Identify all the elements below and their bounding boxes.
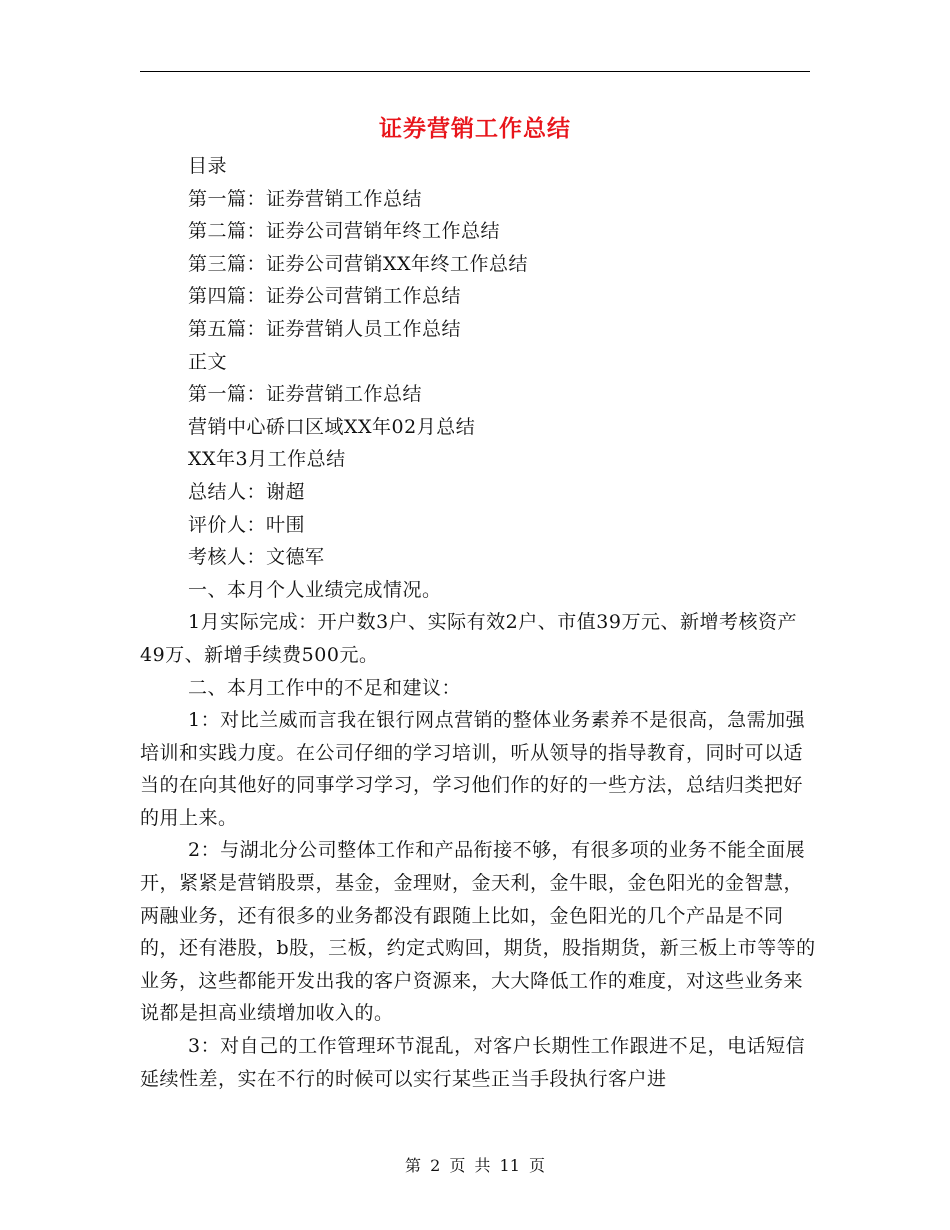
- toc-line: 评价人：叶围: [188, 513, 306, 536]
- toc-line: 正文: [188, 350, 228, 373]
- body-paragraph: 1月实际完成：开户数3户、实际有效2户、市值39万元、新增考核资产49万、新增手续费500元。: [140, 611, 797, 666]
- toc-line: 目录: [188, 155, 228, 177]
- toc-line: 第一篇：证券营销工作总结: [188, 383, 423, 406]
- document-title: 证券营销工作总结: [379, 116, 571, 142]
- body-paragraph: 1：对比兰威而言我在银行网点营销的整体业务素养不是很高，急需加强培训和实践力度。在公司仔细的学习培训，听从领导的指导教育，同时可以适当的在向其他好的同事学习学习，学习他们作的好的一些方法，总结归类把好的用上来。: [140, 709, 806, 829]
- body-paragraph: 2：与湖北分公司整体工作和产品衔接不够，有很多项的业务不能全面展开，紧紧是营销股票，基金，金理财，金天利，金牛眼，金色阳光的金智慧，两融业务，还有很多的业务都没有跟随上比如，金色阳光的几个产品是不同的，还有港股，b股，三板，约定式购回，期货，股指期货，新三板上市等等的业务，这些都能开发出我的客户资源来，大大降低工作的难度，对这些业务来说都是担高业绩增加收入的。: [140, 839, 816, 1025]
- toc-line: 第五篇：证券营销人员工作总结: [188, 317, 462, 340]
- toc-line: 总结人：谢超: [188, 480, 306, 503]
- toc-line: 营销中心硚口区域XX年02月总结: [188, 415, 476, 438]
- toc-line: 第一篇：证券营销工作总结: [188, 187, 423, 210]
- toc-line: 第三篇：证券公司营销XX年终工作总结: [188, 252, 529, 275]
- toc-line: 一、本月个人业绩完成情况。: [188, 578, 442, 601]
- document-body: [140, 150, 820, 1095]
- table-of-contents: [140, 150, 820, 606]
- toc-line: 第二篇：证券公司营销年终工作总结: [188, 220, 501, 243]
- body-paragraph: 3：对自己的工作管理环节混乱，对客户长期性工作跟进不足，电话短信延续性差，实在不行的时候可以实行某些正当手段执行客户进: [140, 1035, 806, 1090]
- toc-line: 第四篇：证券公司营销工作总结: [188, 285, 462, 308]
- toc-line: XX年3月工作总结: [188, 448, 346, 471]
- header-rule: [140, 71, 810, 72]
- toc-line: 考核人：文德军: [188, 546, 325, 569]
- page-number-footer: 第 2 页 共 11 页: [405, 1156, 545, 1175]
- body-paragraph: 二、本月工作中的不足和建议：: [188, 676, 462, 699]
